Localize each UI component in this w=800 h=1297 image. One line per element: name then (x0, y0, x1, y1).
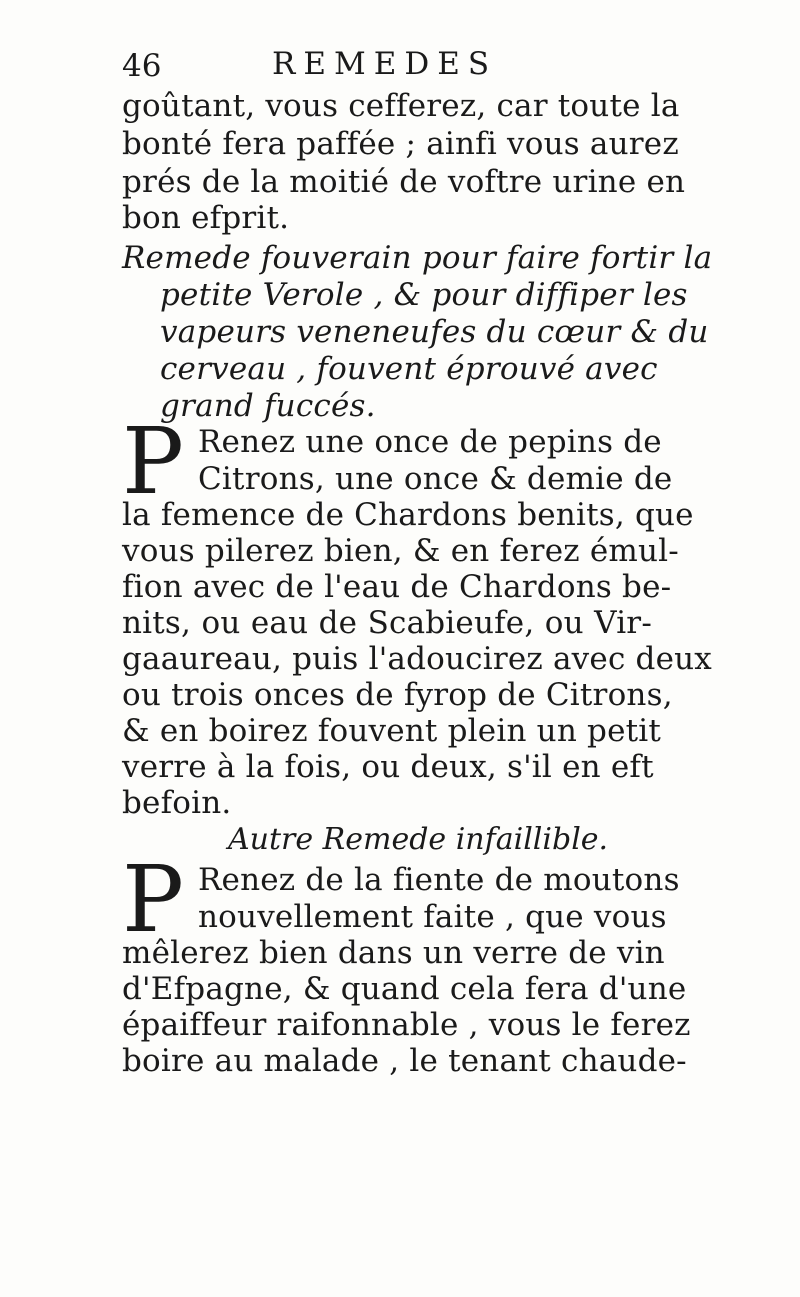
text-line: Citrons, une once & demie de (198, 461, 673, 497)
text-line: boire au malade , le tenant chaude- (122, 1043, 687, 1079)
page-number: 46 (122, 48, 162, 84)
text-line: ou trois onces de fyrop de Citrons, (122, 677, 673, 713)
text-line: bonté fera paffée ; ainfi vous aurez (122, 126, 679, 162)
text-line: Renez une once de pepins de (198, 424, 662, 460)
text-line: goûtant, vous cefferez, car toute la (122, 88, 680, 124)
text-line: bon efprit. (122, 200, 290, 236)
rubric-line: vapeurs veneneufes du cœur & du (160, 314, 709, 350)
text-line: épaiffeur raifonnable , vous le ferez (122, 1007, 691, 1043)
rubric-line: petite Verole , & pour diffiper les (160, 277, 688, 313)
text-line: la femence de Chardons benits, que (122, 497, 694, 533)
drop-cap: P (122, 846, 184, 953)
text-line: & en boirez fouvent plein un petit (122, 713, 662, 749)
text-line: fion avec de l'eau de Chardons be- (122, 569, 672, 605)
drop-cap: P (122, 408, 184, 515)
text-line: befoin. (122, 785, 232, 821)
section-subhead: Autre Remede infaillible. (228, 822, 609, 857)
text-line: nits, ou eau de Scabieufe, ou Vir- (122, 605, 652, 641)
text-line: verre à la fois, ou deux, s'il en eft (122, 749, 654, 785)
rubric-line: Remede fouverain pour faire fortir la (122, 240, 713, 276)
text-line: gaaureau, puis l'adoucirez avec deux (122, 641, 712, 677)
text-line: prés de la moitié de voftre urine en (122, 164, 686, 200)
rubric-line: cerveau , fouvent éprouvé avec (160, 351, 658, 387)
text-line: vous pilerez bien, & en ferez émul- (122, 533, 679, 569)
text-line: mêlerez bien dans un verre de vin (122, 935, 665, 971)
running-title: REMEDES (272, 46, 498, 82)
text-line: nouvellement faite , que vous (198, 899, 667, 935)
rubric-line: grand fuccés. (160, 388, 376, 424)
text-line: Renez de la fiente de moutons (198, 862, 680, 898)
text-line: d'Efpagne, & quand cela fera d'une (122, 971, 687, 1007)
